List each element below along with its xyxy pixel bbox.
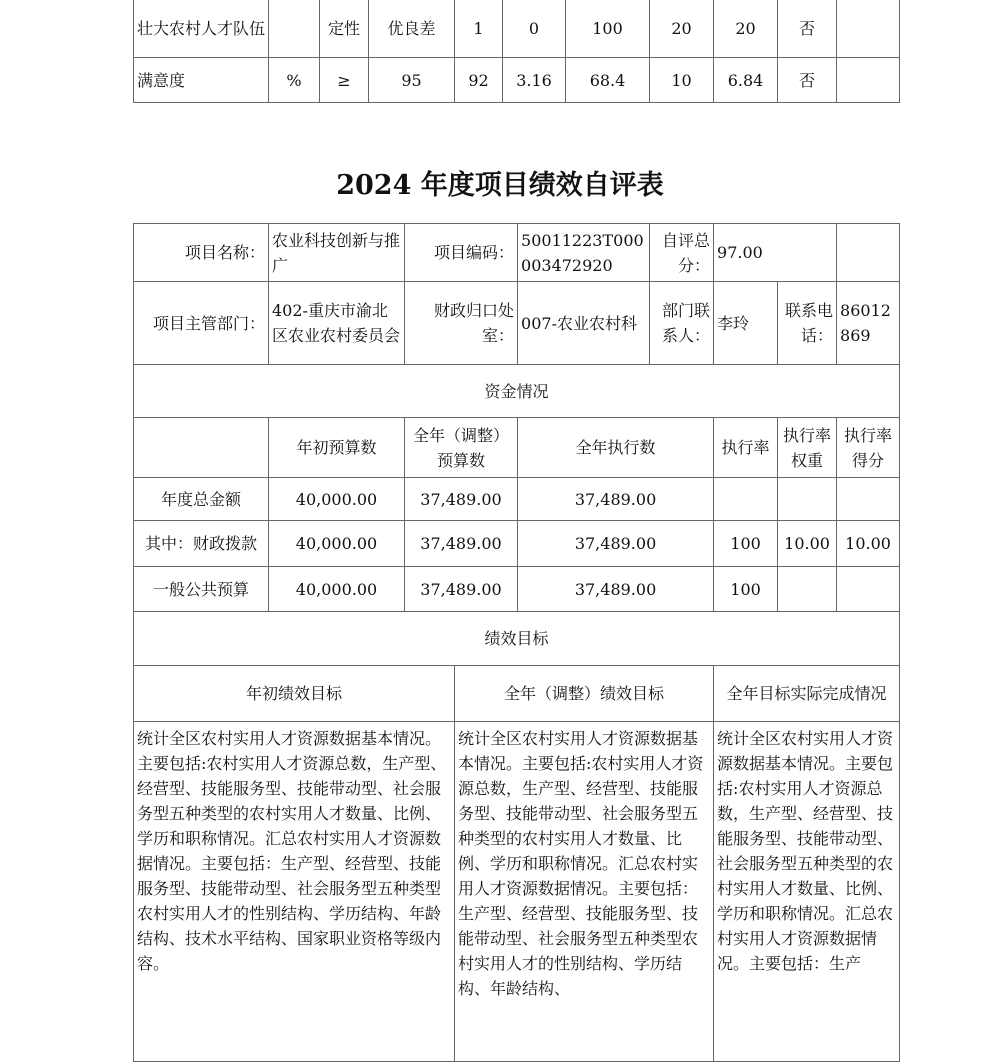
project-info-row xyxy=(134,224,900,282)
initial-goal-text: 统计全区农村实用人才资源数据基本情况。主要包括:农村实用人才资源总数，生产型、经营型、技能服务型、技能带动型、社会服务型五种类型的农村实用人才数量、比例、学历和职称情况。汇总农村实用人才资源数据情况。主要包括：生产型、经营型、技能服务型、技能带动型、社会服务型五种类型农村实用人才的性别结构、学历结构、年龄结构、技术水平结构、国家职业资格等级内容。 xyxy=(134,722,455,1062)
funds-row-label: 一般公共预算 xyxy=(134,567,269,612)
indicator-type: 定性 xyxy=(320,0,369,58)
funds-header-weight: 执行率权重 xyxy=(778,418,837,478)
funds-row-label: 年度总金额 xyxy=(134,478,269,521)
funds-initial: 40,000.00 xyxy=(269,521,405,567)
funds-weight xyxy=(778,478,837,521)
funds-header-row xyxy=(134,418,900,478)
funds-section-title: 资金情况 xyxy=(134,365,900,418)
funds-rate: 100 xyxy=(714,521,778,567)
indicator-unit xyxy=(269,0,320,58)
funds-adjusted: 37,489.00 xyxy=(405,521,518,567)
funds-weight: 10.00 xyxy=(778,521,837,567)
self-score-value: 97.00 xyxy=(714,224,837,282)
indicator-table xyxy=(133,0,900,103)
goals-header-adjusted: 全年（调整）绩效目标 xyxy=(455,666,714,722)
indicator-actual: 1 xyxy=(455,0,503,58)
department-label: 项目主管部门： xyxy=(134,282,269,365)
funds-initial: 40,000.00 xyxy=(269,478,405,521)
funds-header-initial: 年初预算数 xyxy=(269,418,405,478)
project-name-value: 农业科技创新与推广 xyxy=(269,224,405,282)
department-row xyxy=(134,282,900,365)
funds-score xyxy=(837,478,900,521)
goals-header-row xyxy=(134,666,900,722)
finance-office-value: 007-农业农村科 xyxy=(518,282,650,365)
project-name-label: 项目名称： xyxy=(134,224,269,282)
funds-row-label: 其中：财政拨款 xyxy=(134,521,269,567)
indicator-type: ≥ xyxy=(320,58,369,103)
self-evaluation-table xyxy=(133,223,900,1062)
indicator-name: 满意度 xyxy=(134,58,269,103)
funds-score xyxy=(837,567,900,612)
goals-header-initial: 年初绩效目标 xyxy=(134,666,455,722)
indicator-weight: 10 xyxy=(650,58,714,103)
indicator-unit: % xyxy=(269,58,320,103)
page-title: 2024 年度项目绩效自评表 xyxy=(336,170,664,201)
funds-rate xyxy=(714,478,778,521)
adjusted-goal-text: 统计全区农村实用人才资源数据基本情况。主要包括:农村实用人才资源总数，生产型、经营型、技能服务型、技能带动型、社会服务型五种类型的农村实用人才数量、比例、学历和职称情况。汇总农村实用人才资源数据情况。主要包括：生产型、经营型、技能服务型、技能带动型、社会服务型五种类型农村实用人才的性别结构、学历结构、年龄结构、 xyxy=(455,722,714,1062)
contact-person-value: 李玲 xyxy=(714,282,778,365)
funds-header-rate: 执行率 xyxy=(714,418,778,478)
indicator-actual: 92 xyxy=(455,58,503,103)
phone-label: 联系电话： xyxy=(778,282,837,365)
table-row xyxy=(134,567,900,612)
funds-adjusted: 37,489.00 xyxy=(405,478,518,521)
funds-rate: 100 xyxy=(714,567,778,612)
funds-executed: 37,489.00 xyxy=(518,567,714,612)
indicator-completion: 100 xyxy=(566,0,650,58)
goals-section-row xyxy=(134,612,900,666)
project-code-value: 50011223T000003472920 xyxy=(518,224,650,282)
indicator-deviation: 0 xyxy=(503,0,566,58)
table-row xyxy=(134,521,900,567)
indicator-blank xyxy=(837,58,900,103)
indicator-blank xyxy=(837,0,900,58)
project-code-label: 项目编码： xyxy=(405,224,518,282)
indicator-score: 20 xyxy=(714,0,778,58)
indicator-target: 优良差 xyxy=(369,0,455,58)
department-value: 402-重庆市渝北区农业农村委员会 xyxy=(269,282,405,365)
funds-weight xyxy=(778,567,837,612)
indicator-flag: 否 xyxy=(778,0,837,58)
contact-person-label: 部门联系人： xyxy=(650,282,714,365)
funds-score: 10.00 xyxy=(837,521,900,567)
indicator-completion: 68.4 xyxy=(566,58,650,103)
funds-section-row xyxy=(134,365,900,418)
funds-header-blank xyxy=(134,418,269,478)
table-row xyxy=(134,58,900,103)
indicator-target: 95 xyxy=(369,58,455,103)
blank-cell xyxy=(837,224,900,282)
indicator-score: 6.84 xyxy=(714,58,778,103)
indicator-flag: 否 xyxy=(778,58,837,103)
funds-executed: 37,489.00 xyxy=(518,521,714,567)
funds-header-score: 执行率得分 xyxy=(837,418,900,478)
goals-content-row xyxy=(134,722,900,1062)
finance-office-label: 财政归口处室： xyxy=(405,282,518,365)
self-score-label: 自评总分： xyxy=(650,224,714,282)
indicator-deviation: 3.16 xyxy=(503,58,566,103)
goals-section-title: 绩效目标 xyxy=(134,612,900,666)
funds-executed: 37,489.00 xyxy=(518,478,714,521)
funds-header-executed: 全年执行数 xyxy=(518,418,714,478)
goals-header-actual: 全年目标实际完成情况 xyxy=(714,666,900,722)
indicator-name: 壮大农村人才队伍 xyxy=(134,0,269,58)
actual-completion-text: 统计全区农村实用人才资源数据基本情况。主要包括:农村实用人才资源总数，生产型、经营型、技能服务型、技能带动型、社会服务型五种类型的农村实用人才数量、比例、学历和职称情况。汇总农村实用人才资源数据情况。主要包括：生产 xyxy=(714,722,900,1062)
table-row xyxy=(134,478,900,521)
funds-initial: 40,000.00 xyxy=(269,567,405,612)
funds-header-adjusted: 全年（调整）预算数 xyxy=(405,418,518,478)
table-row xyxy=(134,0,900,58)
funds-adjusted: 37,489.00 xyxy=(405,567,518,612)
phone-value: 86012869 xyxy=(837,282,900,365)
indicator-weight: 20 xyxy=(650,0,714,58)
